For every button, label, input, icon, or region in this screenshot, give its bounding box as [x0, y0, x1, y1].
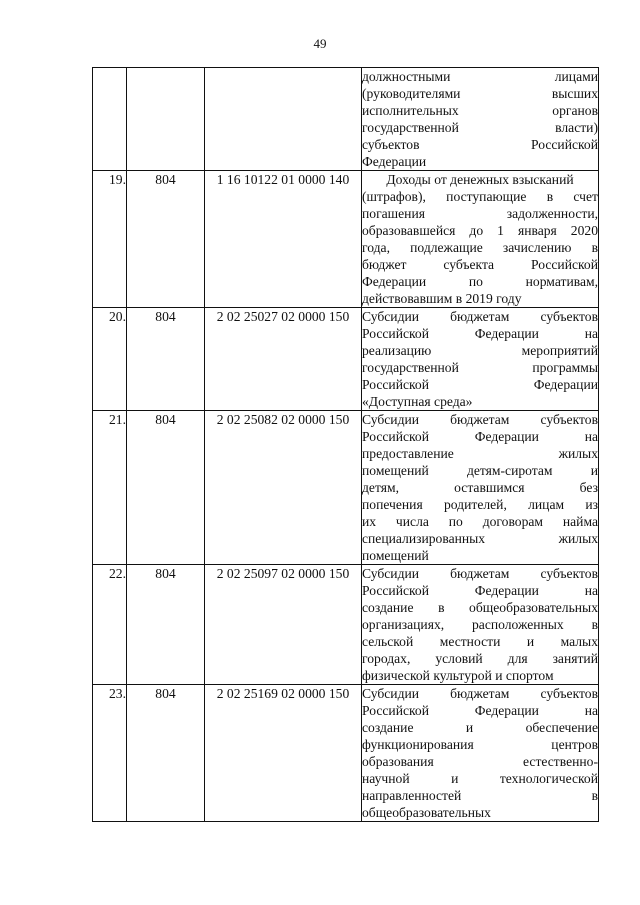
revenue-name-line: образования естественно- — [362, 754, 598, 769]
revenue-name-line: исполнительных органов — [362, 103, 598, 118]
revenue-name-line: предоставление жилых — [362, 446, 598, 461]
revenue-name-line: создание в общеобразовательных — [362, 600, 598, 615]
revenue-name-line: Субсидии бюджетам субъектов — [362, 309, 598, 324]
revenue-name-line: помещений детям-сиротам и — [362, 463, 598, 478]
revenue-name-line: образовавшейся до 1 января 2020 — [362, 223, 598, 238]
administrator-code-cell: 804 — [127, 685, 205, 822]
revenue-name-line: погашения задолженности, — [362, 206, 598, 221]
revenue-name-line: физической культурой и спортом — [362, 668, 554, 683]
revenue-name-cell — [362, 68, 599, 171]
revenue-name-line: функционирования центров — [362, 737, 598, 752]
revenue-name-cell — [362, 171, 599, 308]
revenue-name-line: общеобразовательных — [362, 805, 491, 820]
revenue-name-line: научной и технологической — [362, 771, 598, 786]
row-number-cell: 22. — [93, 565, 127, 685]
revenue-name-line: организациях, расположенных в — [362, 617, 598, 632]
revenue-codes-table — [92, 67, 599, 822]
revenue-name-cell — [362, 685, 599, 822]
table-row — [93, 685, 599, 822]
revenue-name-line: Федерации по нормативам, — [362, 274, 598, 289]
administrator-code-cell — [127, 68, 205, 171]
revenue-name-line: бюджет субъекта Российской — [362, 257, 598, 272]
revenue-name-line: действовавшим в 2019 году — [362, 291, 522, 306]
budget-classification-code-cell: 2 02 25169 02 0000 150 — [205, 685, 362, 822]
revenue-name-line: Российской Федерации на — [362, 583, 598, 598]
revenue-name-line: Российской Федерации — [362, 377, 598, 392]
revenue-name-line: создание и обеспечение — [362, 720, 598, 735]
budget-classification-code-cell: 1 16 10122 01 0000 140 — [205, 171, 362, 308]
revenue-name-line: попечения родителей, лицам из — [362, 497, 598, 512]
revenue-name-line: Федерации — [362, 154, 427, 169]
revenue-name-line: их числа по договорам найма — [362, 514, 598, 529]
revenue-name-line: (руководителями высших — [362, 86, 598, 101]
table-row — [93, 565, 599, 685]
row-number-cell — [93, 68, 127, 171]
revenue-name-line: Российской Федерации на — [362, 326, 598, 341]
budget-classification-code-cell: 2 02 25082 02 0000 150 — [205, 411, 362, 565]
revenue-name-line: городах, условий для занятий — [362, 651, 598, 666]
revenue-name-line: субъектов Российской — [362, 137, 598, 152]
revenue-name-line: государственной власти) — [362, 120, 598, 135]
budget-classification-code-cell: 2 02 25027 02 0000 150 — [205, 308, 362, 411]
revenue-name-line: Российской Федерации на — [362, 429, 598, 444]
row-number-cell: 23. — [93, 685, 127, 822]
revenue-name-line: Субсидии бюджетам субъектов — [362, 686, 598, 701]
row-number-cell: 21. — [93, 411, 127, 565]
revenue-name-cell — [362, 565, 599, 685]
revenue-name-line: Субсидии бюджетам субъектов — [362, 566, 598, 581]
administrator-code-cell: 804 — [127, 308, 205, 411]
revenue-name-line: специализированных жилых — [362, 531, 598, 546]
budget-classification-code-cell — [205, 68, 362, 171]
revenue-name-line: «Доступная среда» — [362, 394, 473, 409]
table-row — [93, 171, 599, 308]
revenue-name-cell — [362, 308, 599, 411]
revenue-name-line: сельской местности и малых — [362, 634, 598, 649]
administrator-code-cell: 804 — [127, 565, 205, 685]
administrator-code-cell: 804 — [127, 171, 205, 308]
revenue-name-line: детям, оставшимся без — [362, 480, 598, 495]
revenue-name-line: Российской Федерации на — [362, 703, 598, 718]
administrator-code-cell: 804 — [127, 411, 205, 565]
table-row — [93, 68, 599, 171]
revenue-name-line: государственной программы — [362, 360, 598, 375]
row-number-cell: 19. — [93, 171, 127, 308]
revenue-name-line: Доходы от денежных взысканий — [386, 172, 574, 187]
page-number: 49 — [313, 36, 327, 51]
budget-classification-code-cell: 2 02 25097 02 0000 150 — [205, 565, 362, 685]
revenue-name-line: реализацию мероприятий — [362, 343, 598, 358]
revenue-name-cell — [362, 411, 599, 565]
revenue-name-line: направленностей в — [362, 788, 598, 803]
revenue-name-line: года, подлежащие зачислению в — [362, 240, 598, 255]
revenue-name-line: Субсидии бюджетам субъектов — [362, 412, 598, 427]
table-row — [93, 411, 599, 565]
revenue-name-line: должностными лицами — [362, 69, 598, 84]
table-row — [93, 308, 599, 411]
revenue-name-line: помещений — [362, 548, 429, 563]
revenue-name-line: (штрафов), поступающие в счет — [362, 189, 598, 204]
row-number-cell: 20. — [93, 308, 127, 411]
